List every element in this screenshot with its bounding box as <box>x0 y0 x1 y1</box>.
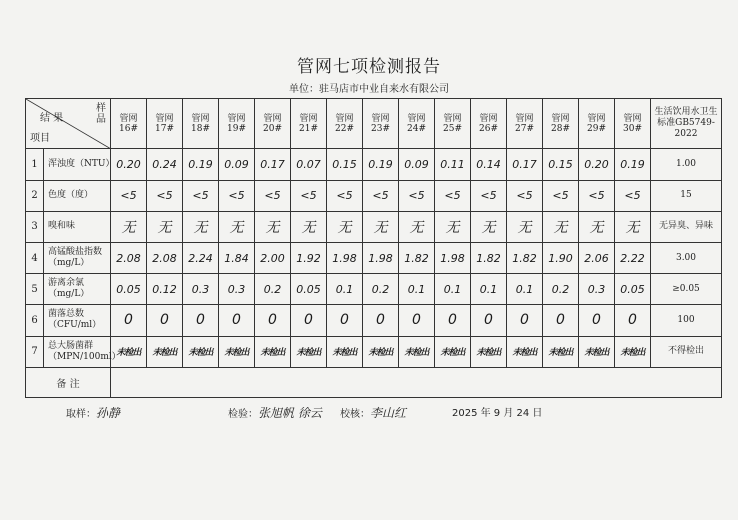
corner-sample-label: 样品 <box>96 103 106 125</box>
result-value: 0.11 <box>435 149 471 180</box>
item-name: 浑浊度（NTU） <box>44 149 111 180</box>
result-value: 0.17 <box>507 149 543 180</box>
result-value: 0.3 <box>219 274 255 305</box>
sampler-block: 取样：孙静 <box>66 406 121 420</box>
sample-header: 管网22# <box>327 99 363 149</box>
result-value: 2.22 <box>615 242 651 273</box>
result-value: 未检出 <box>471 336 507 367</box>
result-value: 无 <box>471 211 507 242</box>
result-value: <5 <box>183 180 219 211</box>
result-value: 1.98 <box>327 242 363 273</box>
result-value: 2.08 <box>111 242 147 273</box>
result-value: <5 <box>147 180 183 211</box>
result-value: 1.98 <box>435 242 471 273</box>
row-number: 3 <box>26 211 44 242</box>
checker-block: 校核：李山红 <box>340 406 407 420</box>
result-value: 无 <box>507 211 543 242</box>
result-row <box>26 242 722 273</box>
result-value: 0.24 <box>147 149 183 180</box>
sample-header: 管网21# <box>291 99 327 149</box>
result-value: 未检出 <box>327 336 363 367</box>
result-value: 0.1 <box>327 274 363 305</box>
result-value: 0.09 <box>399 149 435 180</box>
result-value: 0.19 <box>363 149 399 180</box>
result-value: 0 <box>147 305 183 336</box>
result-value: 0.2 <box>255 274 291 305</box>
result-row <box>26 336 722 367</box>
result-value: 0 <box>615 305 651 336</box>
result-value: <5 <box>471 180 507 211</box>
result-value: 2.24 <box>183 242 219 273</box>
report-date: 2025 年 9 月 24 日 <box>452 408 543 419</box>
result-value: 无 <box>327 211 363 242</box>
result-value: 0 <box>471 305 507 336</box>
result-value: 无 <box>543 211 579 242</box>
result-value: 0 <box>543 305 579 336</box>
sample-header: 管网25# <box>435 99 471 149</box>
result-value: 2.08 <box>147 242 183 273</box>
result-value: 未检出 <box>111 336 147 367</box>
result-value: 0 <box>219 305 255 336</box>
standard-value: 无异臭、异味 <box>651 211 722 242</box>
checker-signature: 李山红 <box>370 406 407 420</box>
result-value: 0 <box>399 305 435 336</box>
result-value: 1.82 <box>399 242 435 273</box>
result-value: 0.14 <box>471 149 507 180</box>
tester-signature: 张旭帆 徐云 <box>258 406 322 420</box>
result-value: 1.82 <box>507 242 543 273</box>
report-title: 管网七项检测报告 <box>297 57 441 77</box>
result-value: 1.90 <box>543 242 579 273</box>
result-value: <5 <box>543 180 579 211</box>
result-value: 未检出 <box>183 336 219 367</box>
result-value: 0.1 <box>435 274 471 305</box>
item-name: 嗅和味 <box>44 211 111 242</box>
report-table <box>25 98 722 398</box>
sample-header: 管网19# <box>219 99 255 149</box>
result-value: 0.05 <box>111 274 147 305</box>
result-value: 未检出 <box>363 336 399 367</box>
result-value: 1.82 <box>471 242 507 273</box>
sample-header: 管网24# <box>399 99 435 149</box>
result-value: 0 <box>255 305 291 336</box>
sample-header: 管网17# <box>147 99 183 149</box>
result-value: 未检出 <box>579 336 615 367</box>
result-value: 0 <box>183 305 219 336</box>
item-name: 高锰酸盐指数（mg/L） <box>44 242 111 273</box>
result-value: 无 <box>219 211 255 242</box>
result-value: 无 <box>147 211 183 242</box>
result-value: <5 <box>255 180 291 211</box>
result-value: 无 <box>615 211 651 242</box>
result-value: <5 <box>399 180 435 211</box>
row-number: 4 <box>26 242 44 273</box>
remarks-value <box>111 367 722 397</box>
result-value: 未检出 <box>255 336 291 367</box>
remarks-row <box>26 367 722 397</box>
item-name: 菌落总数（CFU/ml） <box>44 305 111 336</box>
result-value: <5 <box>363 180 399 211</box>
result-value: 0.20 <box>111 149 147 180</box>
result-row <box>26 305 722 336</box>
result-value: 0 <box>507 305 543 336</box>
result-value: <5 <box>219 180 255 211</box>
result-value: 2.06 <box>579 242 615 273</box>
standard-value: 不得检出 <box>651 336 722 367</box>
result-value: 0 <box>327 305 363 336</box>
result-row <box>26 211 722 242</box>
sample-header: 管网20# <box>255 99 291 149</box>
standard-value: ≥0.05 <box>651 274 722 305</box>
result-value: 无 <box>183 211 219 242</box>
result-row <box>26 180 722 211</box>
remarks-label: 备 注 <box>26 367 111 397</box>
result-value: 0.3 <box>579 274 615 305</box>
sample-header: 管网18# <box>183 99 219 149</box>
result-value: 无 <box>435 211 471 242</box>
result-value: 0.2 <box>363 274 399 305</box>
standard-value: 100 <box>651 305 722 336</box>
result-value: 未检出 <box>291 336 327 367</box>
result-value: 无 <box>399 211 435 242</box>
result-value: <5 <box>507 180 543 211</box>
row-number: 1 <box>26 149 44 180</box>
result-value: 0 <box>291 305 327 336</box>
result-value: 1.92 <box>291 242 327 273</box>
result-value: <5 <box>435 180 471 211</box>
result-value: 0 <box>363 305 399 336</box>
standard-value: 1.00 <box>651 149 722 180</box>
result-value: <5 <box>327 180 363 211</box>
standard-header: 生活饮用水卫生标准GB5749-2022 <box>651 99 722 149</box>
sample-header: 管网16# <box>111 99 147 149</box>
result-value: 未检出 <box>219 336 255 367</box>
sample-header: 管网23# <box>363 99 399 149</box>
result-value: 未检出 <box>399 336 435 367</box>
sample-header: 管网28# <box>543 99 579 149</box>
item-name: 游离余氯（mg/L） <box>44 274 111 305</box>
result-value: 0 <box>111 305 147 336</box>
result-value: 0.1 <box>507 274 543 305</box>
result-row <box>26 149 722 180</box>
result-value: 0.17 <box>255 149 291 180</box>
result-value: 无 <box>111 211 147 242</box>
result-value: 0.3 <box>183 274 219 305</box>
result-value: <5 <box>291 180 327 211</box>
result-value: 0.05 <box>615 274 651 305</box>
result-value: 无 <box>363 211 399 242</box>
result-value: 0.20 <box>579 149 615 180</box>
result-value: 无 <box>291 211 327 242</box>
standard-value: 15 <box>651 180 722 211</box>
result-value: <5 <box>579 180 615 211</box>
result-value: 0.12 <box>147 274 183 305</box>
sample-header: 管网29# <box>579 99 615 149</box>
result-value: 无 <box>579 211 615 242</box>
result-value: 0 <box>435 305 471 336</box>
row-number: 5 <box>26 274 44 305</box>
result-value: 未检出 <box>543 336 579 367</box>
result-row <box>26 274 722 305</box>
sample-header: 管网30# <box>615 99 651 149</box>
sample-header: 管网27# <box>507 99 543 149</box>
result-value: <5 <box>111 180 147 211</box>
standard-value: 3.00 <box>651 242 722 273</box>
row-number: 6 <box>26 305 44 336</box>
result-value: 0.05 <box>291 274 327 305</box>
unit-line: 单位：驻马店市中业自来水有限公司 <box>289 84 449 95</box>
sampler-signature: 孙静 <box>96 406 121 420</box>
result-value: 0.07 <box>291 149 327 180</box>
result-value: 1.84 <box>219 242 255 273</box>
result-value: 0.15 <box>543 149 579 180</box>
result-value: 0.15 <box>327 149 363 180</box>
sample-header: 管网26# <box>471 99 507 149</box>
row-number: 7 <box>26 336 44 367</box>
tester-block: 检验：张旭帆 徐云 <box>228 406 322 420</box>
result-value: 无 <box>255 211 291 242</box>
result-value: 未检出 <box>435 336 471 367</box>
result-value: 0 <box>579 305 615 336</box>
result-value: 未检出 <box>615 336 651 367</box>
result-value: 2.00 <box>255 242 291 273</box>
corner-result-label: 结 果 <box>40 113 64 124</box>
result-value: 0.19 <box>183 149 219 180</box>
result-value: 0.09 <box>219 149 255 180</box>
item-name: 色度（度） <box>44 180 111 211</box>
result-value: <5 <box>615 180 651 211</box>
result-value: 0.1 <box>471 274 507 305</box>
result-value: 未检出 <box>147 336 183 367</box>
result-value: 0.2 <box>543 274 579 305</box>
corner-cell <box>26 99 111 149</box>
result-value: 0.19 <box>615 149 651 180</box>
item-name: 总大肠菌群（MPN/100ml） <box>44 336 111 367</box>
row-number: 2 <box>26 180 44 211</box>
result-value: 1.98 <box>363 242 399 273</box>
header-row <box>26 99 722 149</box>
result-value: 0.1 <box>399 274 435 305</box>
corner-item-label: 项目 <box>30 133 50 145</box>
result-value: 未检出 <box>507 336 543 367</box>
